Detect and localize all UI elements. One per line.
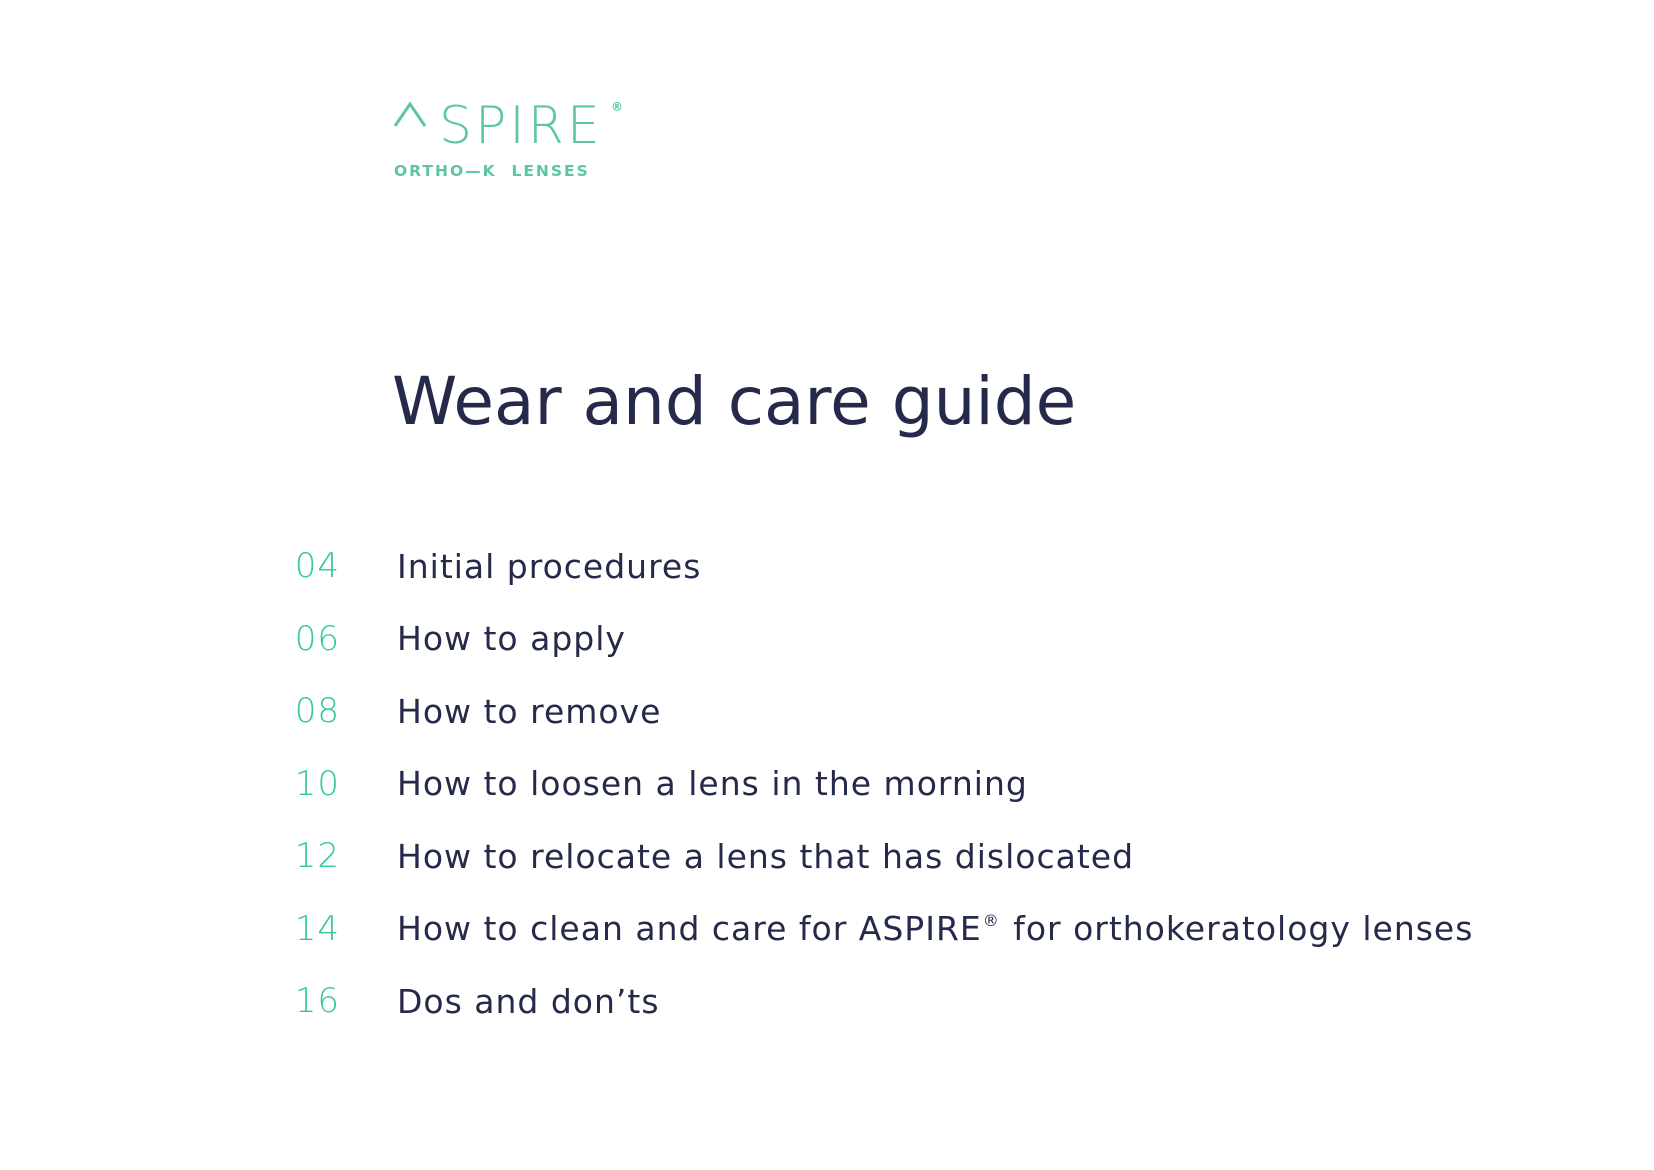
toc-label-after: for orthokeratology lenses [1001,909,1474,949]
toc-label: How to loosen a lens in the morning [397,764,1028,804]
toc-item[interactable] [280,748,1530,821]
toc-label: How to relocate a lens that has dislocated [397,836,1135,876]
toc-item[interactable] [280,603,1530,676]
toc-item[interactable] [280,893,1530,966]
toc-item[interactable] [280,530,1530,603]
logo-wordmark: SPIRE [439,96,603,156]
caret-logo-icon [393,100,427,128]
toc-label [397,909,1473,948]
toc-label-before: How to clean and care for ASPIRE [397,909,982,949]
toc-page-number: 10 [294,763,340,804]
toc-page-number: 12 [294,836,340,877]
logo-tagline: ORTHO—K LENSES [394,162,590,180]
table-of-contents [280,530,1530,1038]
toc-item[interactable] [280,675,1530,748]
toc-page-number: 16 [294,981,340,1022]
registered-mark: ® [611,100,623,114]
toc-page-number: 08 [294,691,340,732]
toc-page-number: 06 [294,618,340,659]
toc-label: Dos and don’ts [397,981,660,1021]
toc-item[interactable] [280,820,1530,893]
toc-item[interactable] [280,965,1530,1038]
toc-page-number: 04 [294,546,340,587]
page-title: Wear and care guide [392,363,1077,440]
aspire-logo [393,96,633,186]
registered-mark: ® [982,911,1000,931]
toc-label: How to remove [397,691,662,731]
toc-page-number: 14 [294,908,340,949]
toc-label: How to apply [397,619,626,659]
toc-label: Initial procedures [397,546,702,586]
